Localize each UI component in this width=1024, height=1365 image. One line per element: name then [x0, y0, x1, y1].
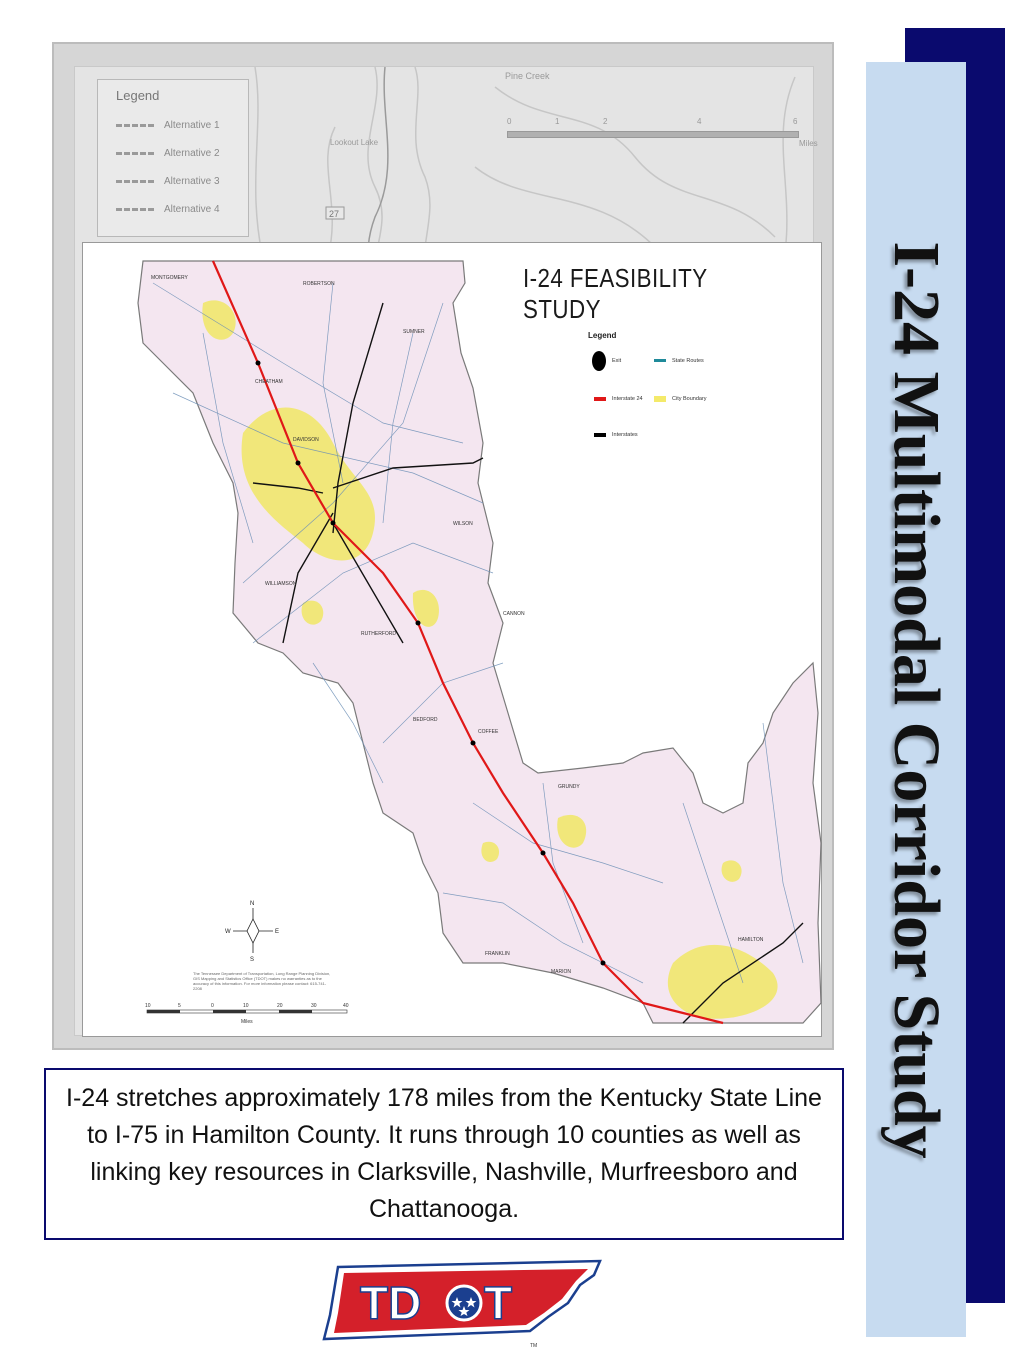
map-title: I-24 FEASIBILITY STUDY: [523, 263, 708, 324]
tdot-logo: [318, 1255, 608, 1350]
svg-text:0: 0: [211, 1003, 214, 1009]
background-legend: [97, 79, 249, 237]
place-label-lookout-lake: Lookout Lake: [330, 138, 379, 147]
svg-text:10: 10: [145, 1003, 151, 1009]
county-label: CANNON: [503, 611, 525, 617]
county-label: FRANKLIN: [485, 951, 510, 957]
svg-text:5: 5: [178, 1003, 181, 1009]
background-legend-title: Legend: [116, 88, 160, 103]
page-title: I-24 Multimodal Corridor Study: [880, 241, 953, 1159]
tennessee-shape-logo-icon: [318, 1255, 608, 1350]
county-label: MARION: [551, 969, 571, 975]
county-label: CHEATHAM: [255, 379, 283, 385]
legend-alternative-3: Alternative 3: [116, 176, 220, 187]
svg-text:30: 30: [311, 1003, 317, 1009]
background-scale-bar: 0 1 2 4 6 Miles: [507, 117, 818, 148]
legend-exit: Exit: [612, 358, 622, 364]
svg-text:10: 10: [243, 1003, 249, 1009]
county-label: BEDFORD: [413, 717, 438, 723]
legend-interstate-24: Interstate 24: [612, 396, 643, 402]
compass-rose: [233, 908, 273, 953]
county-label: HAMILTON: [738, 937, 764, 943]
county-label: SUMNER: [403, 329, 425, 335]
legend-alternative-1: Alternative 1: [116, 120, 220, 131]
county-label: MONTGOMERY: [151, 275, 188, 281]
county-label: ROBERTSON: [303, 281, 335, 287]
legend-state-routes: State Routes: [672, 358, 704, 364]
county-label: GRUNDY: [558, 784, 580, 790]
legend-city-boundary: City Boundary: [672, 396, 707, 402]
map-disclaimer-note: The Tennessee Department of Transportation, Long Range Planning Division, GIS Mapping and Statistics Office (TDOT) makes no warranties as to the accuracy of this information. For more information please contact: 615-741-2208: [193, 971, 331, 991]
county-label: RUTHERFORD: [361, 631, 396, 637]
place-label-pine-creek: Pine Creek: [505, 71, 550, 81]
compass-e: E: [275, 929, 280, 935]
logo-trademark: TM: [530, 1343, 538, 1349]
svg-text:40: 40: [343, 1003, 349, 1009]
county-label: COFFEE: [478, 729, 499, 735]
svg-text:Miles: Miles: [241, 1019, 253, 1025]
legend-alternative-4: Alternative 4: [116, 204, 220, 215]
county-label: WILSON: [453, 521, 473, 527]
compass-s: S: [250, 957, 255, 963]
map-legend: [588, 331, 728, 461]
feasibility-study-map: [82, 242, 822, 1037]
county-label: WILLIAMSON: [265, 581, 297, 587]
svg-text:T: T: [484, 1277, 513, 1329]
logo-text: TD: [360, 1277, 422, 1329]
compass-n: N: [250, 901, 255, 907]
map-legend-title: Legend: [588, 331, 617, 340]
inner-scale-bar: [147, 1010, 347, 1013]
caption-box: [44, 1068, 844, 1240]
county-label: DAVIDSON: [293, 437, 319, 443]
route-shield-27: 27: [329, 209, 340, 219]
caption-text: I-24 stretches approximately 178 miles from the Kentucky State Line to I-75 in Hamilton County. It runs through 10 counties as well as linking key resources in Clarksville, Nashville, Murfreesboro and Chattanooga.: [66, 1084, 822, 1223]
legend-interstates: Interstates: [612, 432, 638, 438]
compass-w: W: [225, 929, 231, 935]
legend-alternative-2: Alternative 2: [116, 148, 220, 159]
map-frame: [52, 42, 834, 1050]
svg-text:20: 20: [277, 1003, 283, 1009]
